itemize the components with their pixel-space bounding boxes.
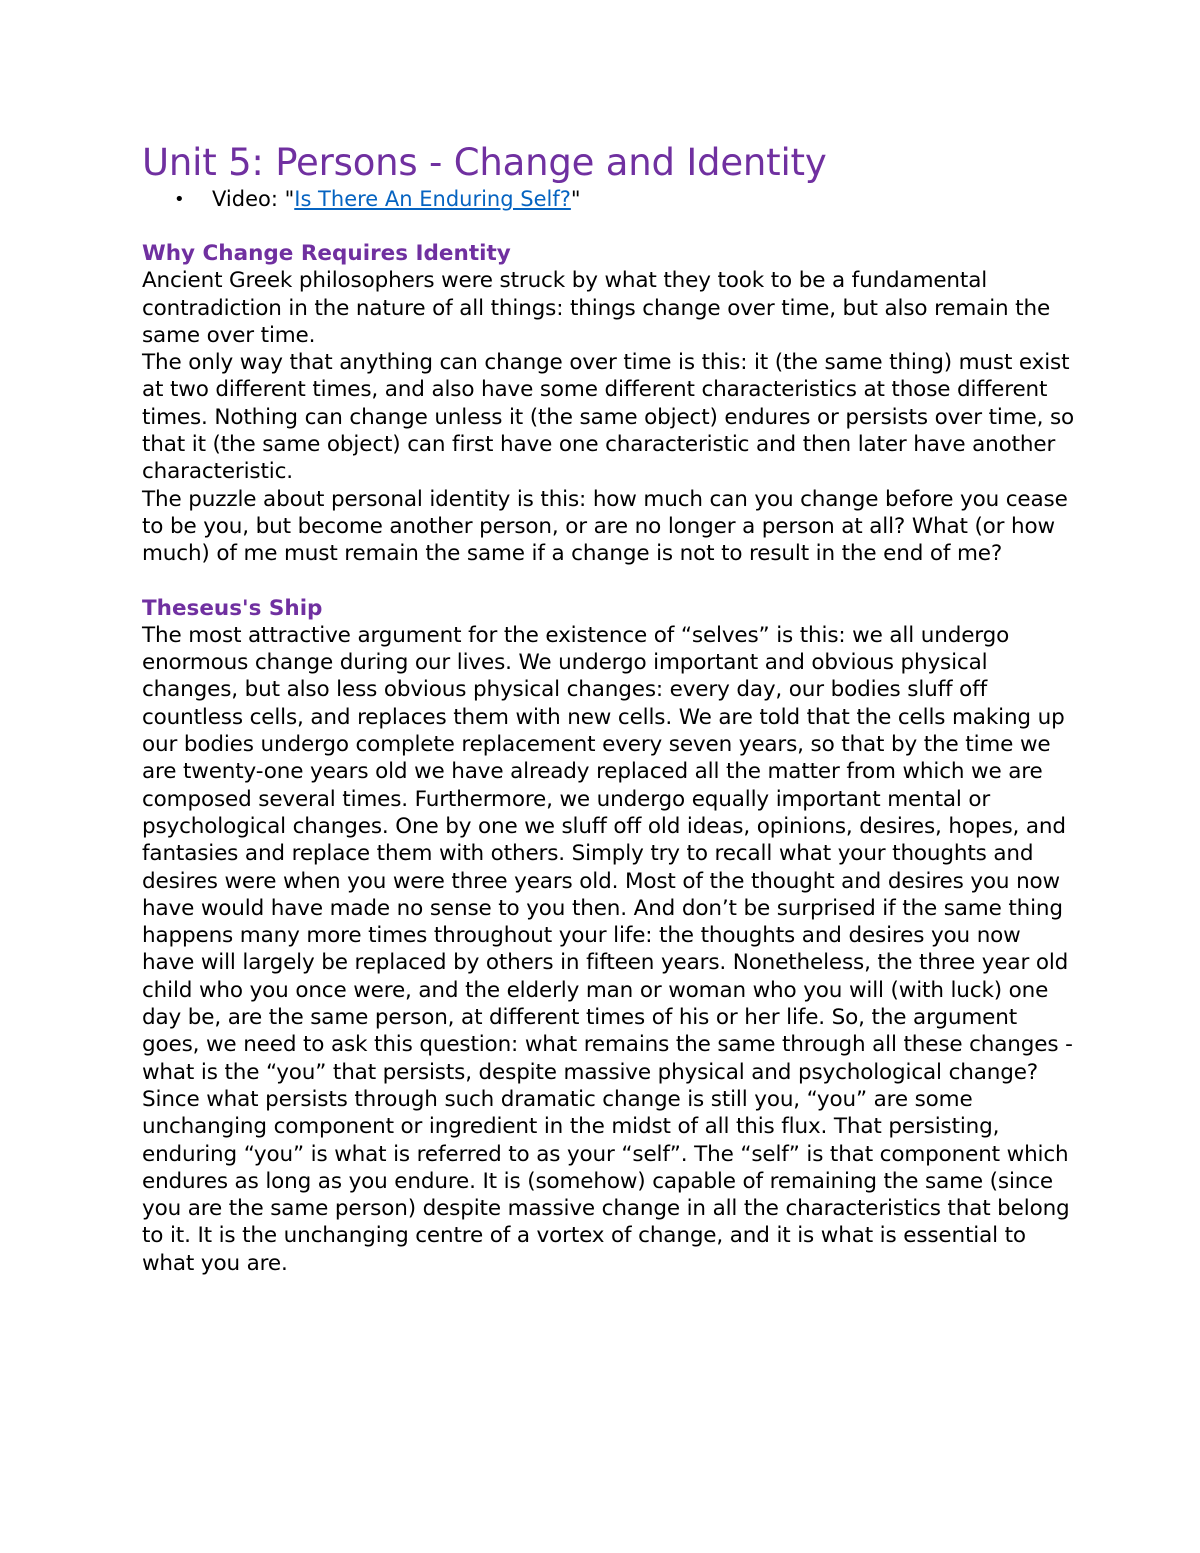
document-body xyxy=(142,140,1077,1277)
video-prefix: Video: " xyxy=(212,187,295,211)
spacer xyxy=(142,213,1077,240)
video-link[interactable]: Is There An Enduring Self? xyxy=(294,187,571,211)
spacer xyxy=(142,568,1077,595)
paragraph: The puzzle about personal identity is this: how much can you change before you cease to be you, but become another person, or are no longer a person at all? What (or how much) of me must remain the same if a change is not to result in the end of me? xyxy=(142,486,1068,567)
list-item xyxy=(142,186,1077,213)
bullet-list xyxy=(142,186,1077,213)
section-heading: Theseus's Ship xyxy=(142,595,323,621)
page-title: Unit 5: Persons - Change and Identity xyxy=(142,141,827,184)
paragraph: The only way that anything can change over time is this: it (the same thing) must exist at two different times, and also have some different characteristics at those different times. Nothing can change unless it (the same object) endures or persists over time, so that it (the same object) can first have one characteristic and then later have another characteristic. xyxy=(142,350,1074,485)
video-suffix: " xyxy=(570,187,581,211)
bullet-icon: • xyxy=(174,189,185,210)
paragraph: The most attractive argument for the existence of “selves” is this: we all undergo enormous change during our lives. We undergo important and obvious physical changes, but also less obvious physical changes: every day, our bodies sluff off countless cells, and replaces them with new cells. We are told that the cells making up our bodies undergo complete replacement every seven years, so that by the time we are twenty-one years old we have already replaced all the matter from which we are composed several times. Furthermore, we undergo equally important mental or psychological changes. One by one we sluff off old ideas, opinions, desires, hopes, and fantasies and replace them with others. Simply try to recall what your thoughts and desires were when you were three years old. Most of the thought and desires you now have would have made no sense to you then. And don’t be surprised if the same thing happens many more times throughout your life: the thoughts and desires you now have will largely be replaced by others in fifteen years. Nonetheless, the three year old child who you once were, and the elderly man or woman who you will (with luck) one day be, are the same person, at different times of his or her life. So, the argument goes, we need to ask this question: what remains the same through all these changes - what is the “you” that persists, despite massive physical and psychological change? Since what persists through such dramatic change is still you, “you” are some unchanging component or ingredient in the midst of all this flux. That persisting, enduring “you” is what is referred to as your “self”. The “self” is that component which endures as long as you endure. It is (somehow) capable of remaining the same (since you are the same person) despite massive change in all the characteristics that belong to it. It is the unchanging centre of a vortex of change, and it is what is essential to what you are. xyxy=(142,622,1073,1276)
section-heading: Why Change Requires Identity xyxy=(142,241,511,266)
paragraph: Ancient Greek philosophers were struck by what they took to be a fundamental contradiction in the nature of all things: things change over time, but also remain the same over time. xyxy=(142,268,1051,348)
